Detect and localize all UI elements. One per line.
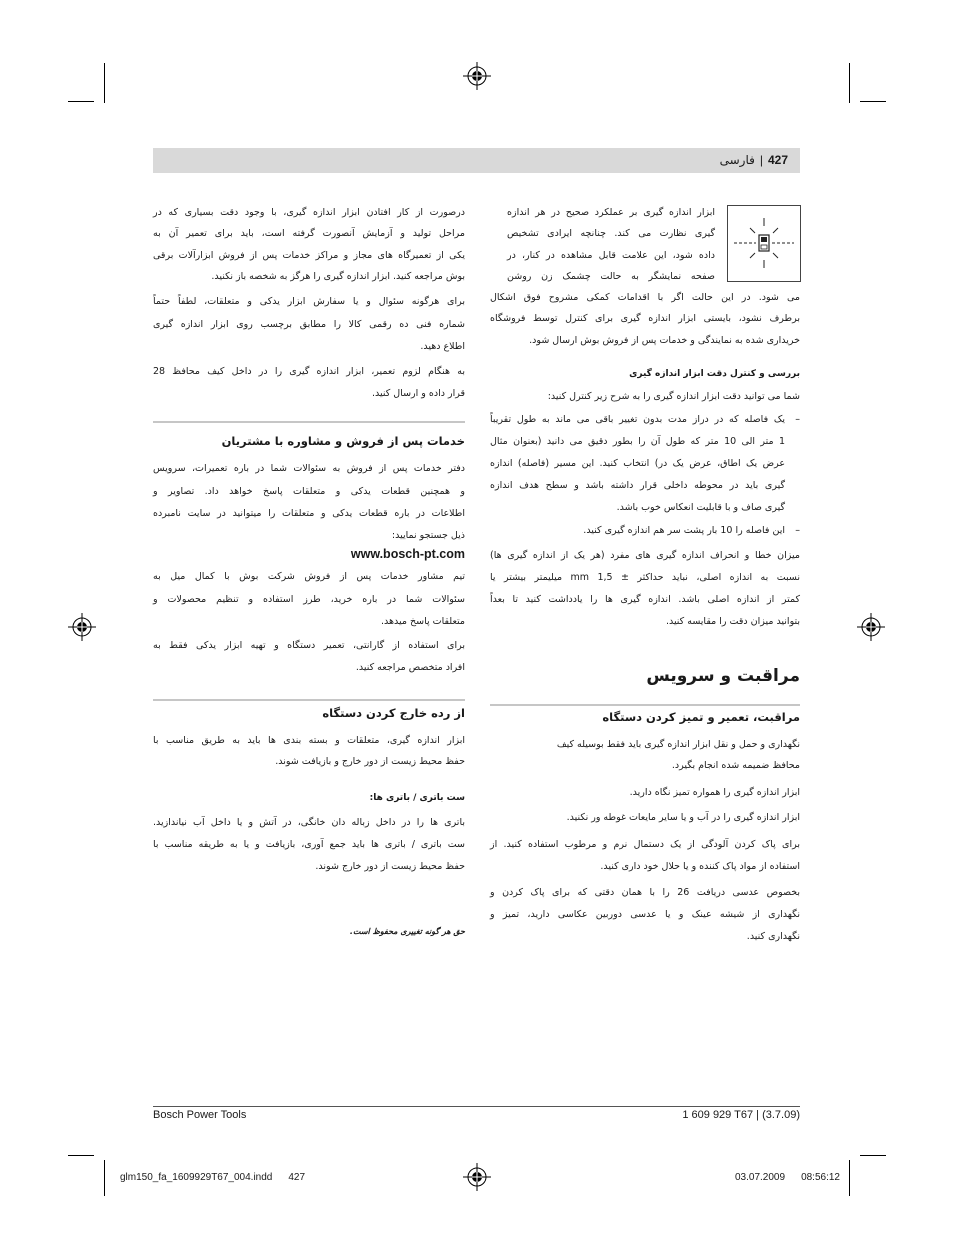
crop-mark (849, 63, 850, 103)
print-slug-right (735, 1171, 840, 1184)
footer-brand: Bosch Power Tools (153, 1109, 247, 1121)
tolerance-line: میزان خطا و انحراف اندازه گیری های مفرد (هر یک از اندازه گیری ها) (490, 550, 800, 561)
crop-mark (849, 1160, 850, 1196)
repair-line: به هنگام لزوم تعمیر، ابزار اندازه گیری را در داخل کیف محافظ 28 (153, 366, 465, 377)
registration-mark-icon (462, 1162, 492, 1192)
bullet-line: این فاصله را 10 بار پشت سر هم اندازه گیری کنید. (583, 525, 785, 536)
service-line: و همچنین قطعات یدکی و متعلقات پاسخ خواهد داد. تصاویر و (153, 486, 465, 497)
repair-line: درصورت از کار افتادن ابزار اندازه گیری، با وجود دقت بسیاری که در (153, 207, 465, 218)
header-separator: | (759, 153, 763, 167)
intro-line: صفحه نمایشگر به حالت چشمک زن روشن (507, 271, 715, 282)
accuracy-check-intro: شما می توانید دقت ابزار اندازه گیری را به شرح زیر کنترل کنید: (547, 391, 800, 402)
care-line: برای پاک کردن آلودگی از یک دستمال نرم و مرطوب استفاده کنید. از (490, 839, 800, 850)
accuracy-check-heading: بررسی و کنترل دقت ابزار اندازه گیری (629, 369, 800, 379)
print-page-number: 427 (288, 1172, 306, 1183)
crop-mark (860, 101, 886, 102)
bullet-line: گیری باید در محوطه داخلی قرار داشته باشد و سطح هدف اندازه (490, 480, 785, 491)
laser-blink-icon (728, 206, 800, 281)
tolerance-line: کمتر از اندازه اصلی باشد. اندازه گیری ها را یادداشت کنید تا بعداً (490, 594, 800, 605)
crop-mark (860, 1155, 886, 1156)
battery-line: ست باتری / باتری ها باید جمع آوری، بازیافت و یا به طریقه مناسب با (153, 839, 465, 850)
service-line: دفتر خدمات پس از فروش به سئوالات شما در باره تعمیرات، سرویس (153, 463, 465, 474)
footer-rule (153, 1106, 800, 1107)
crop-mark (104, 63, 105, 103)
care-heading: مراقبت، تعمیر و تمیز کردن دستگاه (602, 710, 800, 724)
repair-line: شماره فنی ده رقمی کالا را مطابق برچسب روی ابزار اندازه گیری (153, 319, 465, 330)
footer-doc-number: 1 609 929 T67 | (3.7.09) (682, 1109, 800, 1121)
battery-line: باتری ها را در داخل زباله دان خانگی، در آتش و یا داخل آب نیاندازید. (153, 817, 465, 828)
service-heading: خدمات پس از فروش و مشاوره با مشتریان (221, 434, 465, 448)
warranty-line: برای استفاده از گارانتی، تعمیر دستگاه و تهیه ابزار یدکی فقط به (153, 640, 465, 651)
bullet-line: گیری صاف و با قابلیت انعکاس خوب باشد. (616, 502, 785, 513)
print-date: 03.07.2009 (735, 1172, 786, 1183)
disposal-line: حفظ محیط زیست از دور خارج و بازیافت شوند. (275, 756, 465, 767)
disposal-line: ابزار اندازه گیری، متعلقات و بسته بندی ها باید به طریق مناسب با (153, 735, 465, 746)
service-line: ذیل جستجو نمایید: (391, 530, 465, 541)
bullet-marker: – (795, 414, 800, 425)
tolerance-line: نسبت به اندازه اصلی، نباید حداکثر ± 1,5 mm میلیمتر بیشتر یا (490, 572, 801, 583)
crop-mark (68, 1155, 94, 1156)
care-line: محافظ ضمیمه شده انجام بگیرد. (671, 760, 800, 771)
page-header-bar (153, 148, 800, 173)
intro-line: می شود. در این حالت اگر با اقدامات کمکی مشروح فوق اشکال (490, 292, 800, 303)
repair-line: قرار داده و ارسال کنید. (371, 388, 465, 399)
care-line: نگهداری و حمل و نقل ابزار اندازه گیری باید فقط بوسیله کیف (556, 739, 800, 750)
registration-mark-icon (856, 612, 886, 642)
print-slug-left (120, 1171, 305, 1184)
section-rule (153, 421, 465, 423)
advice-line: تیم مشاور خدمات پس از فروش شرکت بوش با کمال میل به (153, 571, 465, 582)
care-line: استفاده از مواد پاک کننده و یا حلال خود داری کنید. (600, 861, 800, 872)
bullet-line: 1 متر الی 10 متر که طول آن را بطور دقیق می دانید (بعنوان مثال (490, 436, 785, 447)
repair-line: برای هرگونه سئوال و یا سفارش ابزار یدکی و متعلقات، لطفاً حتماً (153, 296, 465, 307)
care-line: ابزار اندازه گیری را همواره تمیز نگاه دارید. (629, 787, 800, 798)
intro-line: داده شود، این علامت قابل مشاهده در کنار، در (507, 250, 715, 261)
battery-heading: ست باتری / باتری ها: (369, 793, 465, 803)
repair-line: مراحل تولید و آزمایش آنصورت گرفته است، باید برای تعمیر آن به (153, 228, 465, 239)
warranty-line: افراد متخصص مراجعه کنید. (355, 662, 465, 673)
bullet-line: عرض یک اطاق، عرض یک در) انتخاب کنید. این مسیر (فاصله) اندازه (490, 458, 785, 469)
print-file-name: glm150_fa_1609929T67_004.indd (120, 1172, 273, 1183)
advice-line: متعلقات پاسخ میدهد. (381, 616, 465, 627)
tolerance-line: بتوانید میزان دقت را مقایسه کنید. (665, 616, 800, 627)
registration-mark-icon (462, 61, 492, 91)
repair-line: اطلاع دهید. (420, 341, 465, 352)
bullet-marker: – (795, 525, 800, 536)
header-language: فارسی (719, 153, 755, 167)
care-line: بخصوص عدسی دریافت 26 را با همان دقتی که برای پاک کردن و (490, 887, 800, 898)
repair-line: یکی از تعمیرگاه های مجاز و مراکز خدمات پس از فروش ابزارآلات برقی (153, 250, 465, 261)
repair-line: بوش مراجعه کنید. ابزار اندازه گیری را هرگز به شخصه باز نکنید. (211, 271, 465, 282)
service-line: اطلاعات در باره قطعات یدکی و متعلقات را میتوانید در سایت نامبرده (153, 508, 465, 519)
care-line: نگهداری کنید. (746, 931, 800, 942)
error-indicator-figure (727, 205, 801, 282)
crop-mark (68, 101, 94, 102)
care-line: نگهداری از شیشه عینک و یا عدسی دوربین عکاسی دارید، تمیز و (490, 909, 800, 920)
page-header-label (720, 148, 788, 173)
rights-notice: حق هر گونه تغییری محفوظ است. (349, 927, 465, 936)
registration-mark-icon (67, 612, 97, 642)
website-url: www.bosch-pt.com (350, 547, 465, 561)
advice-line: سئوالات شما در باره خرید، طرز استفاده و تنظیم محصولات و (153, 594, 465, 605)
section-rule (490, 704, 800, 706)
battery-line: حفظ محیط زیست از دور خارج شوند. (315, 861, 465, 872)
section-rule (153, 699, 465, 701)
intro-line: ابزار اندازه گیری بر عملکرد صحیح در هر اندازه (507, 207, 715, 218)
section-title: مراقبت و سرویس (646, 666, 800, 686)
crop-mark (104, 1160, 105, 1196)
bullet-line: یک فاصله که در دراز مدت بدون تغییر باقی می ماند به طول تقریباً (490, 414, 785, 425)
disposal-heading: از رده خارج کردن دستگاه (322, 706, 465, 720)
header-page-number: 427 (767, 153, 788, 167)
print-time: 08:56:12 (801, 1172, 840, 1183)
intro-line: برطرف نشود، بایستی ابزار اندازه گیری برای کنترل توسط فروشگاه (490, 313, 800, 324)
care-line: ابزار اندازه گیری را در آب و یا سایر مایعات غوطه ور نکنید. (566, 812, 800, 823)
intro-line: گیری نظارت می کند. چنانچه ایرادی تشخیص (507, 228, 715, 239)
intro-line: خریداری شده به نمایندگی و خدمات پس از فروش بوش ارسال شود. (529, 335, 800, 346)
